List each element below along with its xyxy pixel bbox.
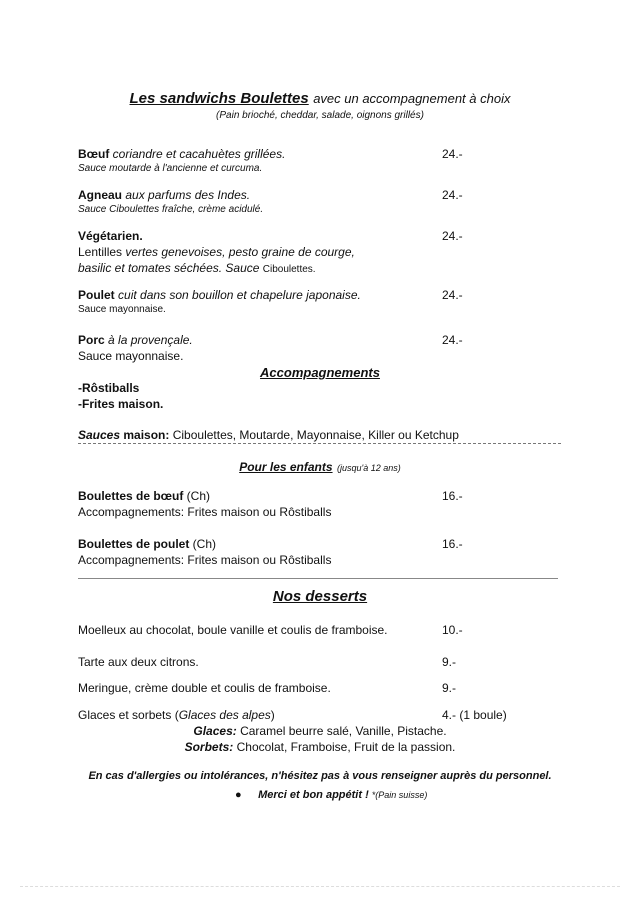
dessert-name: Meringue, crème double et coulis de framboise. xyxy=(78,681,331,695)
item-name: Poulet xyxy=(78,288,115,302)
kids-heading xyxy=(0,458,640,476)
thanks-line xyxy=(235,785,427,803)
dessert-name: Moelleux au chocolat, boule vanille et coulis de framboise. xyxy=(78,623,388,637)
item-suffix: (Ch) xyxy=(183,489,210,503)
item-price: 16.- xyxy=(442,537,463,551)
sandwiches-heading xyxy=(0,90,640,108)
item-desc-line2 xyxy=(78,261,316,275)
dessert-price: 9.- xyxy=(442,655,457,669)
sauces-label-rest: maison: xyxy=(120,428,170,442)
kids-item-boeuf xyxy=(78,489,210,503)
item-price: 24.- xyxy=(442,147,463,161)
list-item: -Frites maison. xyxy=(78,397,164,411)
menu-item-poulet xyxy=(78,288,361,302)
text-italic: vertes genevoises, pesto graine de courge, xyxy=(125,245,355,259)
text-plain: Glaces et sorbets ( xyxy=(78,708,179,722)
menu-item-boeuf xyxy=(78,147,285,161)
dessert-price: 10.- xyxy=(442,623,463,637)
item-sauce: Sauce moutarde à l'ancienne et curcuma. xyxy=(78,163,263,174)
sauces-list: Ciboulettes, Moutarde, Mayonnaise, Killer ou Ketchup xyxy=(169,428,459,442)
item-price: 24.- xyxy=(442,229,463,243)
list-item: -Rôstiballs xyxy=(78,381,140,395)
item-name: Boulettes de bœuf xyxy=(78,489,184,503)
text-italic: basilic et tomates séchées. Sauce xyxy=(78,261,263,275)
item-name: Bœuf xyxy=(78,147,110,161)
thanks-note: *(Pain suisse) xyxy=(371,790,428,800)
text-plain: Lentilles xyxy=(78,245,126,259)
item-desc: Accompagnements: Frites maison ou Rôstiballs xyxy=(78,505,332,519)
glaces-label: Glaces: xyxy=(193,724,237,738)
item-name: Agneau xyxy=(78,188,123,202)
sorbets-label: Sorbets: xyxy=(184,740,234,754)
text-plain: ) xyxy=(270,708,275,722)
item-name: Porc xyxy=(78,333,105,347)
text-plain: Ciboulettes. xyxy=(262,264,316,275)
text-italic: Glaces des alpes xyxy=(178,708,271,722)
divider xyxy=(78,443,561,444)
menu-item-agneau xyxy=(78,188,250,202)
item-desc: Accompagnements: Frites maison ou Rôstiballs xyxy=(78,553,332,567)
sorbets-text: Chocolat, Framboise, Fruit de la passion. xyxy=(233,740,456,754)
kids-item-poulet xyxy=(78,537,216,551)
item-price: 24.- xyxy=(442,333,463,347)
sauces-line xyxy=(78,428,459,442)
desserts-title: Nos desserts xyxy=(272,588,368,605)
glaces-flavors xyxy=(0,724,640,738)
item-desc: coriandre et cacahuètes grillées. xyxy=(112,147,286,161)
item-suffix: (Ch) xyxy=(189,537,217,551)
allergy-notice: En cas d'allergies ou intolérances, n'hésitez pas à vous renseigner auprès du personnel. xyxy=(88,770,552,782)
accompagnements-title: Accompagnements xyxy=(260,365,380,380)
sorbets-flavors xyxy=(0,740,640,754)
item-name: Boulettes de poulet xyxy=(78,537,190,551)
item-price: 16.- xyxy=(442,489,463,503)
kids-title: Pour les enfants xyxy=(239,460,333,474)
item-sauce: Sauce mayonnaise. xyxy=(78,349,184,363)
item-sauce: Sauce mayonnaise. xyxy=(78,304,166,315)
item-desc: à la provençale. xyxy=(108,333,193,347)
menu-item-porc xyxy=(78,333,193,347)
sandwiches-subtitle: avec un accompagnement à choix xyxy=(313,91,511,106)
thanks-text: Merci et bon appétit ! xyxy=(258,789,372,801)
sandwiches-note: (Pain brioché, cheddar, salade, oignons grillés) xyxy=(216,110,424,121)
dessert-glaces-line xyxy=(78,708,275,722)
item-sauce: Sauce Ciboulettes fraîche, crème acidulé. xyxy=(78,204,264,215)
item-desc-line1 xyxy=(78,245,355,259)
item-desc: aux parfums des Indes. xyxy=(125,188,251,202)
item-name-vegetarien: Végétarien. xyxy=(78,229,143,243)
dessert-name: Tarte aux deux citrons. xyxy=(78,655,199,669)
sandwiches-title: Les sandwichs Boulettes xyxy=(129,90,309,107)
item-price: 24.- xyxy=(442,188,463,202)
sauces-label: Sauces xyxy=(78,428,121,442)
item-price: 24.- xyxy=(442,288,463,302)
kids-age: (jusqu'à 12 ans) xyxy=(337,463,401,473)
item-desc: cuit dans son bouillon et chapelure japonaise. xyxy=(118,288,361,302)
bullet-icon: ● xyxy=(235,789,242,801)
glaces-text: Caramel beurre salé, Vanille, Pistache. xyxy=(236,724,447,738)
dessert-price: 9.- xyxy=(442,681,457,695)
divider xyxy=(78,578,558,579)
scan-edge xyxy=(20,886,620,887)
dessert-price: 4.- (1 boule) xyxy=(442,708,507,722)
